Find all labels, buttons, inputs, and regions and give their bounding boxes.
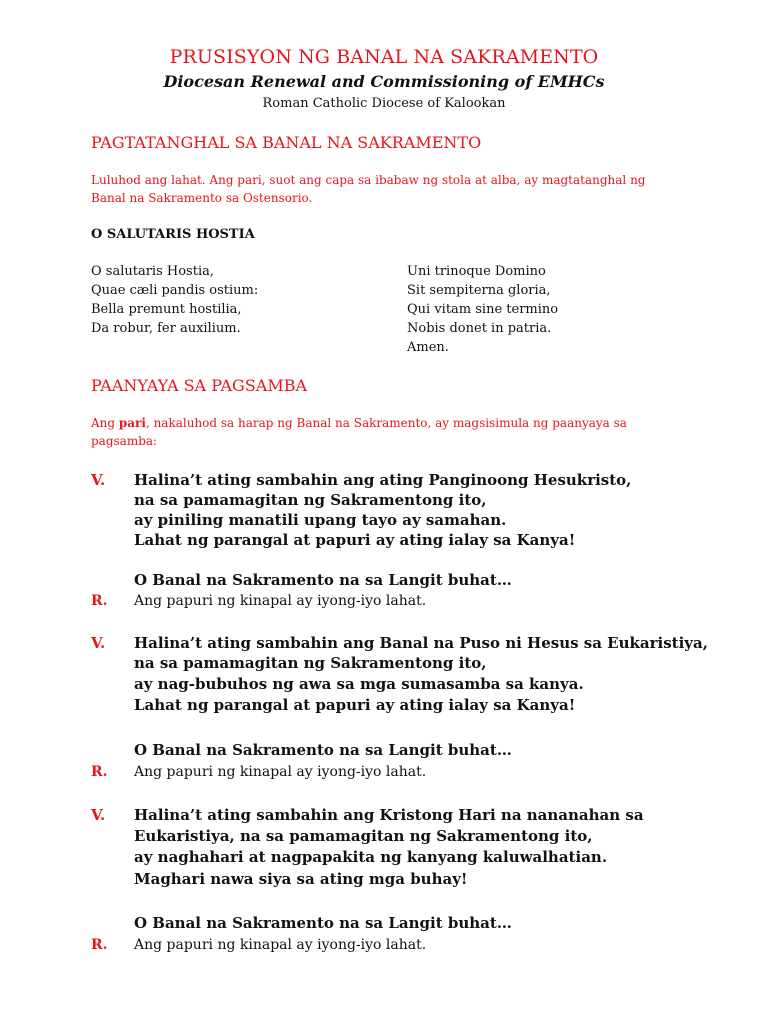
rubric-line: Luluhod ang lahat. Ang pari, suot ang capa sa ibabaw ng stola at alba, ay magtatanghal ng bbox=[91, 173, 646, 187]
versicle-line: Eukaristiya, na sa pamamagitan ng Sakramentong ito, bbox=[134, 827, 593, 845]
hymn-line: Da robur, fer auxilium. bbox=[91, 321, 241, 336]
versicle-marker: V. bbox=[91, 471, 106, 489]
response-marker: R. bbox=[91, 937, 108, 953]
call-line: O Banal na Sakramento na sa Langit buhat… bbox=[134, 914, 512, 932]
section-heading-paanyaya: PAANYAYA SA PAGSAMBA bbox=[91, 376, 308, 395]
hymn-stanza-right bbox=[407, 262, 558, 357]
document-title: PRUSISYON NG BANAL NA SAKRAMENTO bbox=[169, 46, 599, 68]
rubric-line bbox=[91, 414, 661, 432]
versicle-line: ay naghahari at nagpapakita ng kanyang kaluwalhatian. bbox=[134, 848, 608, 866]
call-line: O Banal na Sakramento na sa Langit buhat… bbox=[134, 571, 512, 589]
response-line: Ang papuri ng kinapal ay iyong-iyo lahat. bbox=[134, 764, 427, 780]
document-diocese: Roman Catholic Diocese of Kalookan bbox=[262, 96, 506, 111]
response-line: Ang papuri ng kinapal ay iyong-iyo lahat. bbox=[134, 937, 427, 953]
section-heading-pagtatanghal: PAGTATANGHAL SA BANAL NA SAKRAMENTO bbox=[91, 133, 482, 152]
rubric-exposition bbox=[91, 171, 661, 207]
rubric-text: , nakaluhod sa harap ng Banal na Sakramento, ay magsisimula ng paanyaya sa bbox=[145, 416, 627, 430]
versicle-line: Halina’t ating sambahin ang ating Panginoong Hesukristo, bbox=[134, 471, 632, 489]
rubric-text: Ang bbox=[91, 416, 119, 430]
document-subtitle: Diocesan Renewal and Commissioning of EMHCs bbox=[163, 72, 605, 91]
hymn-line: Nobis donet in patria. bbox=[407, 321, 552, 336]
hymn-line: Qui vitam sine termino bbox=[407, 302, 559, 317]
versicle-line: na sa pamamagitan ng Sakramentong ito, bbox=[134, 491, 487, 509]
rubric-emphasis: pari bbox=[118, 416, 146, 430]
rubric-line: Banal na Sakramento sa Ostensorio. bbox=[91, 191, 313, 205]
response-marker: R. bbox=[91, 764, 108, 780]
versicle-marker: V. bbox=[91, 806, 106, 824]
hymn-line: Sit sempiterna gloria, bbox=[407, 283, 551, 298]
versicle-marker: V. bbox=[91, 634, 106, 652]
hymn-line: Amen. bbox=[407, 340, 449, 355]
versicle-line: Lahat ng parangal at papuri ay ating ialay sa Kanya! bbox=[134, 531, 576, 549]
hymn-line: O salutaris Hostia, bbox=[91, 264, 214, 279]
versicle-line: Halina’t ating sambahin ang Kristong Hari na nananahan sa bbox=[134, 806, 644, 824]
call-line: O Banal na Sakramento na sa Langit buhat… bbox=[134, 741, 512, 759]
versicle-line: Halina’t ating sambahin ang Banal na Puso ni Hesus sa Eukaristiya, bbox=[134, 634, 708, 652]
hymn-title: O SALUTARIS HOSTIA bbox=[91, 227, 255, 242]
hymn-line: Quae cæli pandis ostium: bbox=[91, 283, 259, 298]
hymn-line: Uni trinoque Domino bbox=[407, 264, 546, 279]
versicle-line: na sa pamamagitan ng Sakramentong ito, bbox=[134, 654, 487, 672]
response-line: Ang papuri ng kinapal ay iyong-iyo lahat. bbox=[134, 593, 427, 609]
hymn-line: Bella premunt hostilia, bbox=[91, 302, 242, 317]
versicle-line: ay piniling manatili upang tayo ay samahan. bbox=[134, 511, 507, 529]
versicle-line: ay nag-bubuhos ng awa sa mga sumasamba sa kanya. bbox=[134, 675, 584, 693]
rubric-line: pagsamba: bbox=[91, 434, 158, 448]
versicle-line: Maghari nawa siya sa ating mga buhay! bbox=[134, 870, 468, 888]
hymn-stanza-left bbox=[91, 262, 258, 338]
rubric-invitation bbox=[91, 414, 661, 450]
response-marker: R. bbox=[91, 593, 108, 609]
versicle-line: Lahat ng parangal at papuri ay ating ialay sa Kanya! bbox=[134, 696, 576, 714]
